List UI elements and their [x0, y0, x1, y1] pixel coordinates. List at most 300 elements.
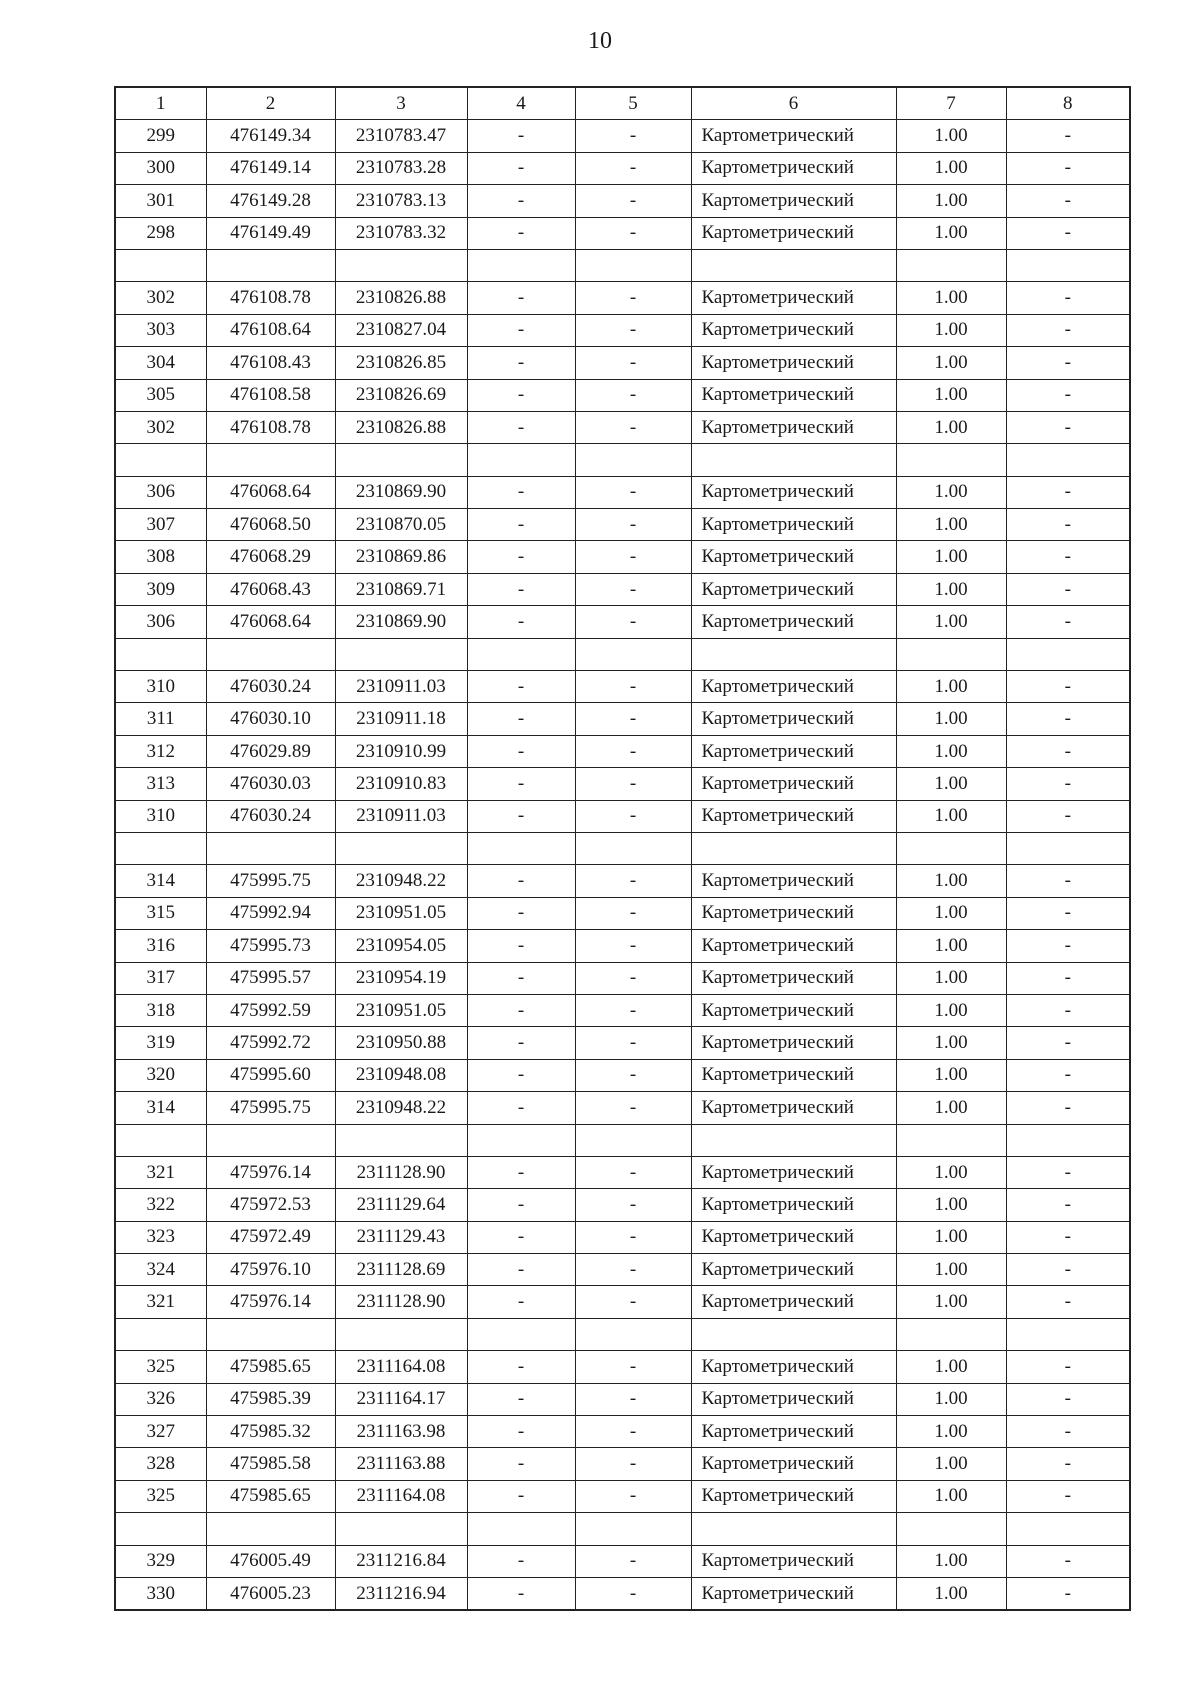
table-row	[115, 1254, 1130, 1286]
table-cell-col-8: -	[1006, 703, 1130, 735]
column-header-1: 1	[115, 87, 206, 120]
table-cell-col-3: 2310948.22	[335, 865, 467, 897]
table-row	[115, 1545, 1130, 1577]
table-cell-col-8: -	[1006, 152, 1130, 184]
table-cell-col-5: -	[575, 1092, 691, 1124]
table-cell-col-6: Картометрический	[691, 411, 896, 443]
separator-row	[115, 1124, 1130, 1156]
table-cell-col-8: -	[1006, 1416, 1130, 1448]
table-cell-col-7: 1.00	[896, 1189, 1006, 1221]
table-row	[115, 1221, 1130, 1253]
table-cell-col-7: 1.00	[896, 185, 1006, 217]
table-cell-col-3: 2311216.94	[335, 1577, 467, 1610]
table-cell-col-3: 2310826.69	[335, 379, 467, 411]
table-cell-col-2: 475995.73	[206, 930, 335, 962]
table-cell-col-3: 2310826.85	[335, 347, 467, 379]
table-cell-col-6: Картометрический	[691, 1480, 896, 1512]
table-cell-col-1: 305	[115, 379, 206, 411]
table-row	[115, 509, 1130, 541]
table-cell-col-7: 1.00	[896, 573, 1006, 605]
table-cell-col-2: 476108.58	[206, 379, 335, 411]
table-cell-col-7: 1.00	[896, 1480, 1006, 1512]
table-row	[115, 1059, 1130, 1091]
table-cell-col-8: -	[1006, 671, 1130, 703]
table-cell-col-2: 476108.43	[206, 347, 335, 379]
table-cell-col-8: -	[1006, 217, 1130, 249]
table-cell-col-4: -	[467, 573, 575, 605]
table-cell-col-7: 1.00	[896, 768, 1006, 800]
table-cell-col-3: 2310951.05	[335, 897, 467, 929]
table-cell-col-5: -	[575, 1156, 691, 1188]
table-cell-col-1: 325	[115, 1351, 206, 1383]
table-cell-col-5: -	[575, 606, 691, 638]
table-cell-col-1: 317	[115, 962, 206, 994]
table-cell-col-2: 475972.49	[206, 1221, 335, 1253]
empty-cell	[1006, 638, 1130, 670]
table-row	[115, 1156, 1130, 1188]
table-cell-col-6: Картометрический	[691, 671, 896, 703]
table-cell-col-4: -	[467, 1480, 575, 1512]
table-cell-col-8: -	[1006, 897, 1130, 929]
table-row	[115, 1092, 1130, 1124]
table-cell-col-5: -	[575, 347, 691, 379]
empty-cell	[206, 444, 335, 476]
table-cell-col-1: 308	[115, 541, 206, 573]
table-cell-col-2: 475976.14	[206, 1156, 335, 1188]
table-cell-col-1: 307	[115, 509, 206, 541]
column-header-8: 8	[1006, 87, 1130, 120]
table-cell-col-3: 2310869.71	[335, 573, 467, 605]
table-row	[115, 379, 1130, 411]
table-cell-col-3: 2310826.88	[335, 282, 467, 314]
table-cell-col-3: 2310783.47	[335, 120, 467, 152]
empty-cell	[206, 249, 335, 281]
table-cell-col-2: 476149.34	[206, 120, 335, 152]
table-row	[115, 1027, 1130, 1059]
empty-cell	[575, 1513, 691, 1545]
table-cell-col-7: 1.00	[896, 930, 1006, 962]
table-cell-col-6: Картометрический	[691, 120, 896, 152]
table-cell-col-2: 476030.10	[206, 703, 335, 735]
table-cell-col-2: 475985.65	[206, 1351, 335, 1383]
table-cell-col-1: 313	[115, 768, 206, 800]
table-cell-col-6: Картометрический	[691, 1577, 896, 1610]
table-cell-col-6: Картометрический	[691, 314, 896, 346]
table-row	[115, 671, 1130, 703]
table-cell-col-6: Картометрический	[691, 379, 896, 411]
table-cell-col-4: -	[467, 1027, 575, 1059]
table-cell-col-6: Картометрический	[691, 897, 896, 929]
table-cell-col-1: 329	[115, 1545, 206, 1577]
table-cell-col-1: 299	[115, 120, 206, 152]
table-cell-col-2: 475985.39	[206, 1383, 335, 1415]
empty-cell	[691, 1124, 896, 1156]
table-cell-col-3: 2311216.84	[335, 1545, 467, 1577]
table-cell-col-5: -	[575, 573, 691, 605]
table-cell-col-5: -	[575, 282, 691, 314]
table-row	[115, 1286, 1130, 1318]
table-cell-col-7: 1.00	[896, 703, 1006, 735]
table-cell-col-6: Картометрический	[691, 541, 896, 573]
table-cell-col-7: 1.00	[896, 1027, 1006, 1059]
table-cell-col-1: 321	[115, 1286, 206, 1318]
table-cell-col-4: -	[467, 120, 575, 152]
table-cell-col-1: 330	[115, 1577, 206, 1610]
table-cell-col-6: Картометрический	[691, 1254, 896, 1286]
table-cell-col-6: Картометрический	[691, 1027, 896, 1059]
empty-cell	[467, 444, 575, 476]
table-row	[115, 1577, 1130, 1610]
table-cell-col-2: 475995.60	[206, 1059, 335, 1091]
separator-row	[115, 832, 1130, 864]
empty-cell	[1006, 444, 1130, 476]
table-cell-col-5: -	[575, 735, 691, 767]
table-cell-col-2: 475972.53	[206, 1189, 335, 1221]
table-cell-col-1: 300	[115, 152, 206, 184]
table-cell-col-8: -	[1006, 930, 1130, 962]
empty-cell	[896, 1513, 1006, 1545]
table-body	[115, 120, 1130, 1610]
table-cell-col-6: Картометрический	[691, 962, 896, 994]
table-cell-col-1: 309	[115, 573, 206, 605]
table-cell-col-8: -	[1006, 768, 1130, 800]
table-cell-col-4: -	[467, 994, 575, 1026]
table-cell-col-2: 476149.28	[206, 185, 335, 217]
coordinates-table	[114, 86, 1131, 1611]
table-cell-col-5: -	[575, 671, 691, 703]
table-cell-col-4: -	[467, 930, 575, 962]
table-cell-col-7: 1.00	[896, 735, 1006, 767]
table-cell-col-1: 328	[115, 1448, 206, 1480]
table-cell-col-5: -	[575, 314, 691, 346]
table-cell-col-2: 476108.78	[206, 282, 335, 314]
table-cell-col-5: -	[575, 1221, 691, 1253]
table-cell-col-4: -	[467, 509, 575, 541]
table-cell-col-4: -	[467, 217, 575, 249]
table-cell-col-3: 2310826.88	[335, 411, 467, 443]
table-cell-col-7: 1.00	[896, 152, 1006, 184]
table-cell-col-4: -	[467, 1416, 575, 1448]
table-row	[115, 476, 1130, 508]
table-cell-col-7: 1.00	[896, 379, 1006, 411]
table-cell-col-7: 1.00	[896, 1254, 1006, 1286]
table-cell-col-8: -	[1006, 347, 1130, 379]
table-cell-col-5: -	[575, 411, 691, 443]
table-row	[115, 1448, 1130, 1480]
table-cell-col-2: 476068.64	[206, 476, 335, 508]
empty-cell	[691, 832, 896, 864]
table-cell-col-1: 321	[115, 1156, 206, 1188]
table-cell-col-7: 1.00	[896, 509, 1006, 541]
table-cell-col-7: 1.00	[896, 1092, 1006, 1124]
table-cell-col-1: 326	[115, 1383, 206, 1415]
table-row	[115, 1416, 1130, 1448]
empty-cell	[575, 638, 691, 670]
table-cell-col-7: 1.00	[896, 1416, 1006, 1448]
separator-row	[115, 249, 1130, 281]
table-cell-col-3: 2310951.05	[335, 994, 467, 1026]
table-cell-col-2: 476068.29	[206, 541, 335, 573]
table-cell-col-5: -	[575, 541, 691, 573]
table-cell-col-5: -	[575, 152, 691, 184]
table-cell-col-3: 2311128.69	[335, 1254, 467, 1286]
table-row	[115, 930, 1130, 962]
table-cell-col-7: 1.00	[896, 282, 1006, 314]
empty-cell	[896, 444, 1006, 476]
table-cell-col-6: Картометрический	[691, 152, 896, 184]
table-cell-col-3: 2310954.19	[335, 962, 467, 994]
table-cell-col-6: Картометрический	[691, 930, 896, 962]
table-cell-col-6: Картометрический	[691, 1221, 896, 1253]
table-row	[115, 1480, 1130, 1512]
table-row	[115, 217, 1130, 249]
table-cell-col-8: -	[1006, 1092, 1130, 1124]
table-cell-col-4: -	[467, 962, 575, 994]
table-cell-col-4: -	[467, 282, 575, 314]
empty-cell	[1006, 1124, 1130, 1156]
table-cell-col-6: Картометрический	[691, 1059, 896, 1091]
table-cell-col-7: 1.00	[896, 1221, 1006, 1253]
table-cell-col-7: 1.00	[896, 994, 1006, 1026]
table-cell-col-5: -	[575, 994, 691, 1026]
empty-cell	[115, 1124, 206, 1156]
empty-cell	[467, 1124, 575, 1156]
table-cell-col-1: 327	[115, 1416, 206, 1448]
table-row	[115, 1189, 1130, 1221]
table-cell-col-7: 1.00	[896, 541, 1006, 573]
table-cell-col-6: Картометрический	[691, 1545, 896, 1577]
table-cell-col-1: 302	[115, 411, 206, 443]
table-cell-col-7: 1.00	[896, 962, 1006, 994]
table-cell-col-8: -	[1006, 573, 1130, 605]
table-cell-col-3: 2310950.88	[335, 1027, 467, 1059]
table-cell-col-7: 1.00	[896, 1383, 1006, 1415]
empty-cell	[575, 832, 691, 864]
table-cell-col-2: 476108.78	[206, 411, 335, 443]
table-cell-col-3: 2310783.28	[335, 152, 467, 184]
empty-cell	[691, 249, 896, 281]
table-cell-col-6: Картометрический	[691, 573, 896, 605]
table-row	[115, 606, 1130, 638]
table-row	[115, 347, 1130, 379]
table-cell-col-7: 1.00	[896, 1351, 1006, 1383]
empty-cell	[467, 249, 575, 281]
table-cell-col-5: -	[575, 1383, 691, 1415]
table-cell-col-2: 476030.03	[206, 768, 335, 800]
table-cell-col-5: -	[575, 1189, 691, 1221]
table-cell-col-8: -	[1006, 1189, 1130, 1221]
table-cell-col-7: 1.00	[896, 1577, 1006, 1610]
table-cell-col-2: 475995.75	[206, 1092, 335, 1124]
empty-cell	[115, 1318, 206, 1350]
table-row	[115, 314, 1130, 346]
table-cell-col-8: -	[1006, 120, 1130, 152]
table-cell-col-3: 2310954.05	[335, 930, 467, 962]
table-cell-col-4: -	[467, 897, 575, 929]
table-cell-col-3: 2311128.90	[335, 1156, 467, 1188]
table-cell-col-4: -	[467, 735, 575, 767]
empty-cell	[1006, 249, 1130, 281]
empty-cell	[206, 1124, 335, 1156]
table-cell-col-3: 2310910.83	[335, 768, 467, 800]
table-cell-col-8: -	[1006, 1480, 1130, 1512]
empty-cell	[575, 249, 691, 281]
empty-cell	[206, 1318, 335, 1350]
table-cell-col-4: -	[467, 379, 575, 411]
table-cell-col-7: 1.00	[896, 1286, 1006, 1318]
table-cell-col-1: 315	[115, 897, 206, 929]
empty-cell	[335, 1124, 467, 1156]
table-cell-col-7: 1.00	[896, 120, 1006, 152]
table-cell-col-2: 476005.49	[206, 1545, 335, 1577]
table-cell-col-8: -	[1006, 1383, 1130, 1415]
table-cell-col-8: -	[1006, 282, 1130, 314]
empty-cell	[206, 638, 335, 670]
empty-cell	[896, 638, 1006, 670]
table-cell-col-8: -	[1006, 185, 1130, 217]
empty-cell	[335, 1318, 467, 1350]
empty-cell	[335, 638, 467, 670]
empty-cell	[691, 444, 896, 476]
table-cell-col-6: Картометрический	[691, 1189, 896, 1221]
empty-cell	[575, 444, 691, 476]
table-cell-col-4: -	[467, 185, 575, 217]
table-cell-col-2: 476068.50	[206, 509, 335, 541]
table-cell-col-2: 475976.14	[206, 1286, 335, 1318]
table-cell-col-6: Картометрический	[691, 865, 896, 897]
empty-cell	[1006, 1318, 1130, 1350]
table-row	[115, 800, 1130, 832]
table-cell-col-5: -	[575, 1254, 691, 1286]
table-cell-col-8: -	[1006, 1448, 1130, 1480]
empty-cell	[335, 249, 467, 281]
table-cell-col-1: 314	[115, 865, 206, 897]
table-cell-col-7: 1.00	[896, 671, 1006, 703]
table-cell-col-5: -	[575, 1545, 691, 1577]
table-cell-col-6: Картометрический	[691, 994, 896, 1026]
table-cell-col-7: 1.00	[896, 411, 1006, 443]
empty-cell	[467, 1513, 575, 1545]
table-cell-col-4: -	[467, 476, 575, 508]
table-cell-col-4: -	[467, 768, 575, 800]
table-row	[115, 152, 1130, 184]
table-cell-col-4: -	[467, 1092, 575, 1124]
table-cell-col-1: 301	[115, 185, 206, 217]
table-cell-col-4: -	[467, 1156, 575, 1188]
table-cell-col-8: -	[1006, 1545, 1130, 1577]
table-cell-col-3: 2310870.05	[335, 509, 467, 541]
table-cell-col-3: 2310869.90	[335, 606, 467, 638]
column-header-4: 4	[467, 87, 575, 120]
table-cell-col-6: Картометрический	[691, 509, 896, 541]
table-cell-col-8: -	[1006, 800, 1130, 832]
table-cell-col-4: -	[467, 1189, 575, 1221]
table-cell-col-7: 1.00	[896, 606, 1006, 638]
table-row	[115, 573, 1130, 605]
column-header-5: 5	[575, 87, 691, 120]
table-cell-col-1: 298	[115, 217, 206, 249]
table-cell-col-3: 2310911.18	[335, 703, 467, 735]
table-cell-col-4: -	[467, 347, 575, 379]
table-cell-col-6: Картометрический	[691, 282, 896, 314]
empty-cell	[115, 638, 206, 670]
empty-cell	[467, 832, 575, 864]
table-cell-col-1: 310	[115, 671, 206, 703]
table-row	[115, 994, 1130, 1026]
page-number: 10	[588, 28, 612, 54]
table-cell-col-5: -	[575, 1286, 691, 1318]
table-cell-col-7: 1.00	[896, 1545, 1006, 1577]
table-cell-col-4: -	[467, 1286, 575, 1318]
table-cell-col-1: 316	[115, 930, 206, 962]
table-cell-col-2: 476030.24	[206, 800, 335, 832]
table-cell-col-4: -	[467, 1254, 575, 1286]
column-header-7: 7	[896, 87, 1006, 120]
table-cell-col-6: Картометрический	[691, 1383, 896, 1415]
table-cell-col-7: 1.00	[896, 1156, 1006, 1188]
table-cell-col-6: Картометрический	[691, 1156, 896, 1188]
table-cell-col-6: Картометрический	[691, 217, 896, 249]
column-header-3: 3	[335, 87, 467, 120]
table-cell-col-8: -	[1006, 1351, 1130, 1383]
table-cell-col-5: -	[575, 1480, 691, 1512]
table-cell-col-5: -	[575, 1577, 691, 1610]
table-cell-col-5: -	[575, 930, 691, 962]
table-cell-col-4: -	[467, 703, 575, 735]
table-cell-col-8: -	[1006, 1254, 1130, 1286]
table-cell-col-8: -	[1006, 476, 1130, 508]
table-cell-col-6: Картометрический	[691, 606, 896, 638]
table-row	[115, 703, 1130, 735]
table-cell-col-1: 306	[115, 606, 206, 638]
table-row	[115, 865, 1130, 897]
empty-cell	[115, 832, 206, 864]
table-cell-col-2: 476068.64	[206, 606, 335, 638]
table-cell-col-1: 323	[115, 1221, 206, 1253]
table-cell-col-5: -	[575, 962, 691, 994]
table-cell-col-2: 476005.23	[206, 1577, 335, 1610]
table-cell-col-7: 1.00	[896, 865, 1006, 897]
table-cell-col-8: -	[1006, 1027, 1130, 1059]
table-row	[115, 120, 1130, 152]
column-header-6: 6	[691, 87, 896, 120]
table-cell-col-4: -	[467, 1545, 575, 1577]
table-cell-col-2: 475985.32	[206, 1416, 335, 1448]
table-cell-col-6: Картометрический	[691, 1286, 896, 1318]
empty-cell	[575, 1124, 691, 1156]
empty-cell	[206, 1513, 335, 1545]
table-cell-col-4: -	[467, 1448, 575, 1480]
table-cell-col-5: -	[575, 865, 691, 897]
table-cell-col-2: 476029.89	[206, 735, 335, 767]
table-cell-col-7: 1.00	[896, 1448, 1006, 1480]
table-cell-col-6: Картометрический	[691, 1448, 896, 1480]
table-cell-col-3: 2310911.03	[335, 671, 467, 703]
table-cell-col-5: -	[575, 703, 691, 735]
table-cell-col-3: 2310869.90	[335, 476, 467, 508]
table-cell-col-4: -	[467, 314, 575, 346]
table-cell-col-8: -	[1006, 379, 1130, 411]
empty-cell	[691, 1513, 896, 1545]
separator-row	[115, 1513, 1130, 1545]
table-cell-col-5: -	[575, 509, 691, 541]
empty-cell	[691, 1318, 896, 1350]
column-header-2: 2	[206, 87, 335, 120]
table-cell-col-2: 475985.58	[206, 1448, 335, 1480]
table-cell-col-8: -	[1006, 1221, 1130, 1253]
table-cell-col-4: -	[467, 800, 575, 832]
table-cell-col-7: 1.00	[896, 347, 1006, 379]
